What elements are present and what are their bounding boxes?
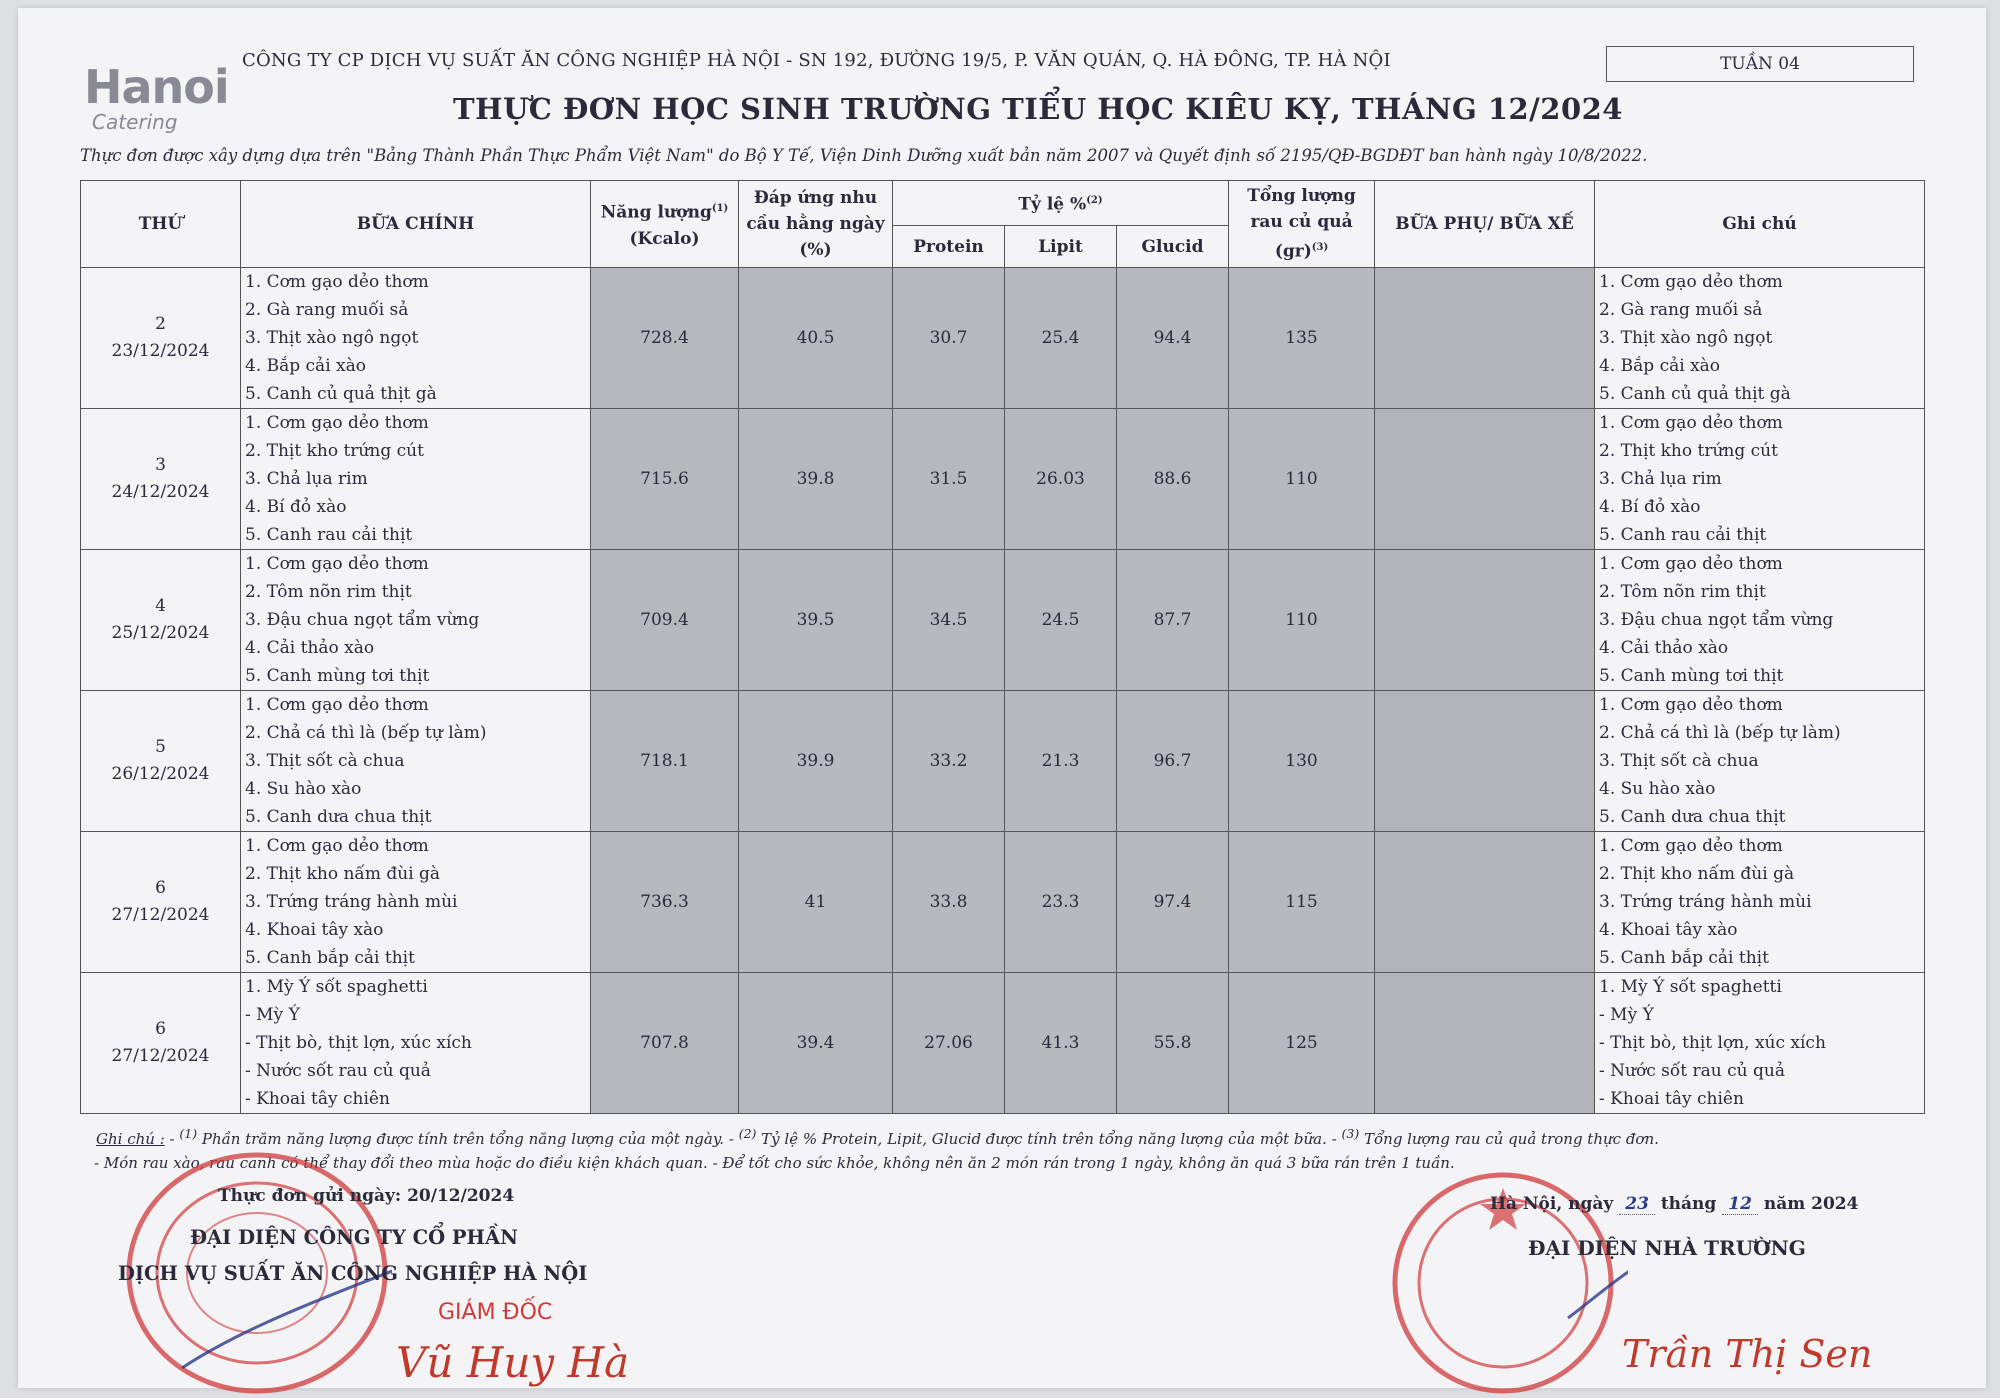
dish-item: 5. Canh bắp cải thịt xyxy=(1599,947,1769,968)
dish-item: 4. Bí đỏ xào xyxy=(245,496,347,517)
dish-item: 4. Cải thảo xào xyxy=(245,637,375,658)
extra-meal-cell xyxy=(1375,549,1595,690)
company-rep-line-1: ĐẠI DIỆN CÔNG TY CỔ PHẦN xyxy=(190,1226,518,1249)
vegetables-cell: 130 xyxy=(1229,690,1375,831)
header-daily-need: Đáp ứng nhu cầu hằng ngày (%) xyxy=(739,181,893,268)
menu-source-note: Thực đơn được xây dựng dựa trên "Bảng Thành Phần Thực Phẩm Việt Nam" do Bộ Y Tế, Viện Dinh Dưỡng xuất bản năm 2007 và Quyết định số 2195/QĐ-BGDĐT ban hành ngày 10/8/2022. xyxy=(80,146,1648,165)
header-ratio-label: Tỷ lệ % xyxy=(1018,195,1087,216)
main-meal-cell xyxy=(241,267,591,408)
footnote-2: Tỷ lệ % Protein, Lipit, Glucid được tính trên tổng năng lượng của một bữa. - xyxy=(756,1130,1342,1148)
dish-item: 1. Cơm gạo dẻo thơm xyxy=(1599,271,1783,292)
footnote-line-1 xyxy=(96,1126,1659,1148)
dish-item: 5. Canh củ quả thịt gà xyxy=(1599,383,1791,404)
vegetables-cell: 125 xyxy=(1229,972,1375,1113)
table-row xyxy=(81,267,1925,408)
glucid-cell: 96.7 xyxy=(1117,690,1229,831)
dish-item: - Thịt bò, thịt lợn, xúc xích xyxy=(1599,1032,1826,1053)
dish-item: - Mỳ Ý xyxy=(245,1004,300,1025)
logo-wordmark: Hanoi xyxy=(84,60,229,114)
main-meal-cell xyxy=(241,972,591,1113)
menu-table-body xyxy=(81,267,1925,1113)
dish-item: 2. Tôm nõn rim thịt xyxy=(1599,581,1766,602)
daily-need-cell: 40.5 xyxy=(739,267,893,408)
dish-item: 4. Su hào xào xyxy=(245,778,362,799)
note-cell xyxy=(1595,267,1925,408)
day-number: 2 xyxy=(155,313,166,334)
dish-item: 1. Cơm gạo dẻo thơm xyxy=(245,694,429,715)
dish-item: 3. Trứng tráng hành mùi xyxy=(1599,891,1812,912)
protein-cell: 31.5 xyxy=(893,408,1005,549)
note-cell xyxy=(1595,690,1925,831)
header-main-meal: BỮA CHÍNH xyxy=(241,181,591,268)
note-cell xyxy=(1595,831,1925,972)
dish-item: 1. Cơm gạo dẻo thơm xyxy=(245,412,429,433)
sign-date-year: năm 2024 xyxy=(1763,1194,1859,1214)
dish-item: 1. Cơm gạo dẻo thơm xyxy=(245,835,429,856)
header-protein: Protein xyxy=(893,226,1005,267)
dish-item: 3. Chả lụa rim xyxy=(245,468,368,489)
day-number: 5 xyxy=(155,736,166,757)
main-meal-cell xyxy=(241,690,591,831)
footnote-label: Ghi chú : xyxy=(96,1130,165,1148)
header-energy-unit: (Kcalo) xyxy=(629,228,700,249)
glucid-cell: 97.4 xyxy=(1117,831,1229,972)
dish-item: 3. Đậu chua ngọt tẩm vừng xyxy=(1599,609,1834,630)
sign-date-month-label: tháng xyxy=(1660,1194,1717,1214)
protein-cell: 27.06 xyxy=(893,972,1005,1113)
lipit-cell: 41.3 xyxy=(1005,972,1117,1113)
footnote-line-2: - Món rau xào, rau canh có thể thay đổi theo mùa hoặc do điều kiện khách quan. - Để tốt cho sức khỏe, không nên ăn 2 món rán trong 1 ngày, không ăn quá 3 bữa rán trên 1 tuần. xyxy=(94,1154,1455,1172)
dish-item: 4. Bắp cải xào xyxy=(245,355,366,376)
dish-item: 4. Bắp cải xào xyxy=(1599,355,1721,376)
protein-cell: 33.8 xyxy=(893,831,1005,972)
glucid-cell: 55.8 xyxy=(1117,972,1229,1113)
page-title xyxy=(18,92,2000,126)
dish-item: 2. Thịt kho trứng cút xyxy=(1599,440,1778,461)
footnote-dash: - xyxy=(164,1130,180,1148)
footnote-sup-3: (3) xyxy=(1341,1126,1360,1141)
dish-item: 3. Thịt xào ngô ngọt xyxy=(245,327,419,348)
energy-cell: 709.4 xyxy=(591,549,739,690)
dish-item: 5. Canh mùng tơi thịt xyxy=(245,665,430,686)
day-number: 6 xyxy=(155,1018,166,1039)
header-extra-meal: BỮA PHỤ/ BỮA XẾ xyxy=(1375,181,1595,268)
header-energy-label: Năng lượng xyxy=(600,202,712,223)
header-note: Ghi chú xyxy=(1595,181,1925,268)
dish-item: 3. Thịt sốt cà chua xyxy=(1599,750,1759,771)
glucid-cell: 87.7 xyxy=(1117,549,1229,690)
dish-item: 4. Khoai tây xào xyxy=(1599,919,1738,940)
day-date: 25/12/2024 xyxy=(111,622,210,643)
dish-item: 4. Bí đỏ xào xyxy=(1599,496,1701,517)
footnote-1: Phần trăm năng lượng được tính trên tổng năng lượng của một ngày. - xyxy=(197,1130,739,1148)
dish-item: 2. Gà rang muối sả xyxy=(245,299,409,320)
energy-cell: 718.1 xyxy=(591,690,739,831)
dish-item: 1. Cơm gạo dẻo thơm xyxy=(1599,835,1783,856)
header-ratio-sup: (2) xyxy=(1086,195,1103,207)
dish-item: 2. Chả cá thì là (bếp tự làm) xyxy=(1599,722,1841,743)
header-glucid: Glucid xyxy=(1117,226,1229,267)
dish-item: 2. Chả cá thì là (bếp tự làm) xyxy=(245,722,487,743)
vegetables-cell: 110 xyxy=(1229,549,1375,690)
day-cell xyxy=(81,972,241,1113)
note-cell xyxy=(1595,972,1925,1113)
protein-cell: 30.7 xyxy=(893,267,1005,408)
dish-item: 5. Canh dưa chua thịt xyxy=(1599,806,1786,827)
dish-item: - Nước sốt rau củ quả xyxy=(1599,1060,1785,1081)
page-title-text: THỰC ĐƠN HỌC SINH TRƯỜNG TIỂU HỌC KIÊU KỴ, THÁNG 12/2024 xyxy=(453,92,1623,126)
dish-item: 1. Mỳ Ý sốt spaghetti xyxy=(245,976,428,997)
vegetables-cell: 115 xyxy=(1229,831,1375,972)
protein-cell: 33.2 xyxy=(893,690,1005,831)
table-row xyxy=(81,972,1925,1113)
vegetables-cell: 135 xyxy=(1229,267,1375,408)
daily-need-cell: 39.4 xyxy=(739,972,893,1113)
sign-date-prefix: Hà Nội, ngày xyxy=(1490,1194,1614,1214)
table-row xyxy=(81,408,1925,549)
school-rep: ĐẠI DIỆN NHÀ TRƯỜNG xyxy=(1528,1236,1806,1260)
dish-item: 5. Canh rau cải thịt xyxy=(1599,524,1767,545)
sign-date-day: 23 xyxy=(1619,1194,1655,1215)
extra-meal-cell xyxy=(1375,690,1595,831)
day-date: 23/12/2024 xyxy=(111,340,210,361)
vegetables-cell: 110 xyxy=(1229,408,1375,549)
note-cell xyxy=(1595,549,1925,690)
header-energy xyxy=(591,181,739,268)
dish-item: 4. Cải thảo xào xyxy=(1599,637,1729,658)
menu-sheet xyxy=(18,8,1986,1388)
day-cell xyxy=(81,831,241,972)
day-date: 27/12/2024 xyxy=(111,904,210,925)
company-rep-line-2: DỊCH VỤ SUẤT ĂN CÔNG NGHIỆP HÀ NỘI xyxy=(118,1262,588,1285)
daily-need-cell: 39.9 xyxy=(739,690,893,831)
header-day: THỨ xyxy=(81,181,241,268)
dish-item: 3. Đậu chua ngọt tẩm vừng xyxy=(245,609,480,630)
dish-item: - Thịt bò, thịt lợn, xúc xích xyxy=(245,1032,472,1053)
director-title: GIÁM ĐỐC xyxy=(438,1300,553,1325)
dish-item: 5. Canh bắp cải thịt xyxy=(245,947,415,968)
sent-date: Thực đơn gửi ngày: 20/12/2024 xyxy=(218,1186,515,1206)
main-meal-cell xyxy=(241,408,591,549)
extra-meal-cell xyxy=(1375,972,1595,1113)
dish-item: 3. Chả lụa rim xyxy=(1599,468,1722,489)
table-row xyxy=(81,690,1925,831)
extra-meal-cell xyxy=(1375,267,1595,408)
day-date: 24/12/2024 xyxy=(111,481,210,502)
dish-item: 3. Thịt sốt cà chua xyxy=(245,750,405,771)
daily-need-cell: 39.5 xyxy=(739,549,893,690)
extra-meal-cell xyxy=(1375,831,1595,972)
dish-item: 4. Khoai tây xào xyxy=(245,919,384,940)
company-address: CÔNG TY CP DỊCH VỤ SUẤT ĂN CÔNG NGHIỆP HÀ NỘI - SN 192, ĐƯỜNG 19/5, P. VĂN QUÁN, Q. HÀ ĐÔNG, TP. HÀ NỘI xyxy=(242,50,1391,71)
sign-date-month: 12 xyxy=(1722,1194,1758,1215)
principal-signature-name: Trần Thị Sen xyxy=(1622,1332,1873,1376)
dish-item: 2. Tôm nõn rim thịt xyxy=(245,581,412,602)
day-number: 6 xyxy=(155,877,166,898)
daily-need-cell: 39.8 xyxy=(739,408,893,549)
logo-subtext: Catering xyxy=(92,110,178,134)
table-row xyxy=(81,831,1925,972)
day-cell xyxy=(81,690,241,831)
dish-item: 4. Su hào xào xyxy=(1599,778,1716,799)
menu-table xyxy=(80,180,1925,1114)
week-label: TUẦN 04 xyxy=(1606,46,1914,82)
extra-meal-cell xyxy=(1375,408,1595,549)
sign-date xyxy=(1490,1194,1858,1214)
dish-item: 2. Thịt kho trứng cút xyxy=(245,440,424,461)
dish-item: 1. Cơm gạo dẻo thơm xyxy=(245,271,429,292)
dish-item: 1. Cơm gạo dẻo thơm xyxy=(1599,694,1783,715)
day-cell xyxy=(81,267,241,408)
lipit-cell: 25.4 xyxy=(1005,267,1117,408)
glucid-cell: 94.4 xyxy=(1117,267,1229,408)
header-vegetables xyxy=(1229,181,1375,268)
day-date: 27/12/2024 xyxy=(111,1045,210,1066)
lipit-cell: 23.3 xyxy=(1005,831,1117,972)
dish-item: - Mỳ Ý xyxy=(1599,1004,1654,1025)
lipit-cell: 24.5 xyxy=(1005,549,1117,690)
dish-item: 5. Canh rau cải thịt xyxy=(245,524,413,545)
day-number: 4 xyxy=(155,595,166,616)
director-signature-name: Vũ Huy Hà xyxy=(396,1338,630,1387)
day-cell xyxy=(81,408,241,549)
header-veg-sup: (3) xyxy=(1311,242,1329,253)
footnote-sup-1: (1) xyxy=(179,1126,198,1141)
note-cell xyxy=(1595,408,1925,549)
energy-cell: 736.3 xyxy=(591,831,739,972)
dish-item: - Nước sốt rau củ quả xyxy=(245,1060,431,1081)
energy-cell: 715.6 xyxy=(591,408,739,549)
dish-item: 5. Canh dưa chua thịt xyxy=(245,806,432,827)
table-row xyxy=(81,549,1925,690)
energy-cell: 707.8 xyxy=(591,972,739,1113)
dish-item: 1. Mỳ Ý sốt spaghetti xyxy=(1599,976,1782,997)
footnote-3: Tổng lượng rau củ quả trong thực đơn. xyxy=(1359,1130,1659,1148)
daily-need-cell: 41 xyxy=(739,831,893,972)
day-date: 26/12/2024 xyxy=(111,763,210,784)
glucid-cell: 88.6 xyxy=(1117,408,1229,549)
main-meal-cell xyxy=(241,831,591,972)
footnote-sup-2: (2) xyxy=(738,1126,757,1141)
dish-item: - Khoai tây chiên xyxy=(245,1088,390,1109)
dish-item: 3. Thịt xào ngô ngọt xyxy=(1599,327,1773,348)
dish-item: 2. Thịt kho nấm đùi gà xyxy=(1599,863,1795,884)
header-lipit: Lipit xyxy=(1005,226,1117,267)
dish-item: 2. Gà rang muối sả xyxy=(1599,299,1763,320)
dish-item: 1. Cơm gạo dẻo thơm xyxy=(1599,553,1783,574)
dish-item: 1. Cơm gạo dẻo thơm xyxy=(1599,412,1783,433)
dish-item: - Khoai tây chiên xyxy=(1599,1088,1744,1109)
header-veg-label: Tổng lượng rau củ quả (gr) xyxy=(1247,186,1356,262)
dish-item: 5. Canh mùng tơi thịt xyxy=(1599,665,1784,686)
protein-cell: 34.5 xyxy=(893,549,1005,690)
main-meal-cell xyxy=(241,549,591,690)
lipit-cell: 26.03 xyxy=(1005,408,1117,549)
header-ratio xyxy=(893,181,1229,226)
day-number: 3 xyxy=(155,454,166,475)
dish-item: 3. Trứng tráng hành mùi xyxy=(245,891,458,912)
dish-item: 5. Canh củ quả thịt gà xyxy=(245,383,437,404)
energy-cell: 728.4 xyxy=(591,267,739,408)
header-energy-sup: (1) xyxy=(711,203,729,214)
dish-item: 1. Cơm gạo dẻo thơm xyxy=(245,553,429,574)
dish-item: 2. Thịt kho nấm đùi gà xyxy=(245,863,441,884)
day-cell xyxy=(81,549,241,690)
lipit-cell: 21.3 xyxy=(1005,690,1117,831)
